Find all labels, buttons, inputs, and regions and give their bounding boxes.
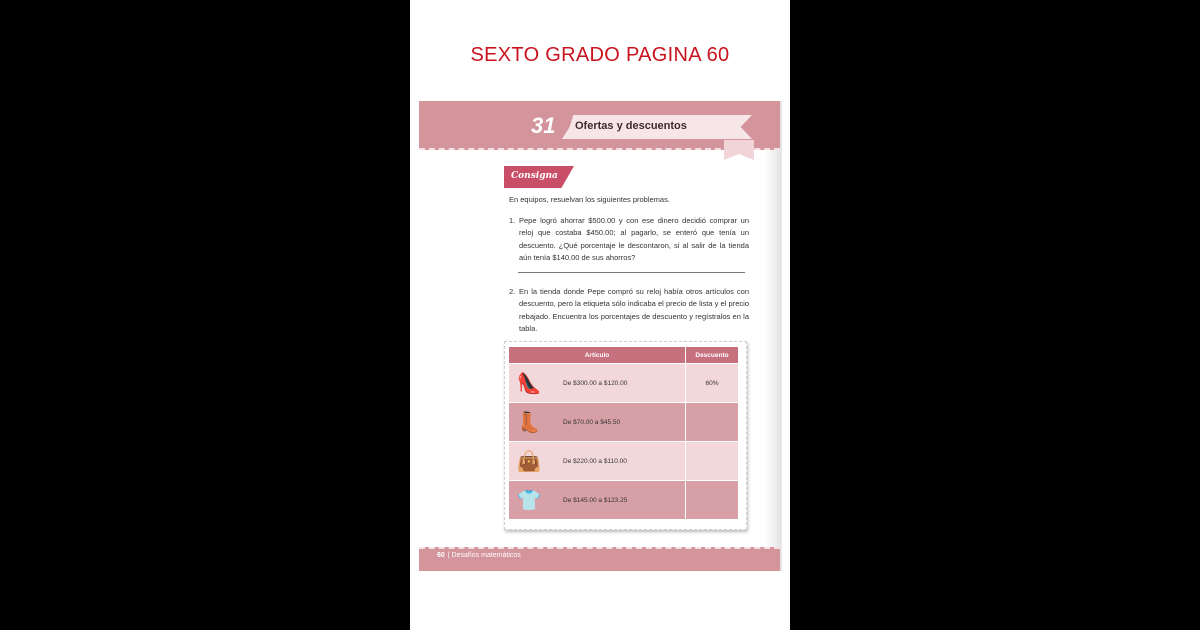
problem-number: 1. (509, 216, 516, 225)
answer-line (518, 272, 745, 273)
price-change: De $145.00 a $123.25 (549, 481, 686, 520)
footer-text (437, 552, 521, 559)
tshirt-icon: 👕 (509, 481, 549, 520)
discount-cell[interactable]: 60% (686, 364, 739, 403)
page-footer (419, 547, 780, 571)
page-edge (765, 104, 781, 570)
column-header-articulo: Artículo (509, 347, 686, 364)
footer-book-title: | Desafíos matemáticos (447, 552, 521, 559)
problem-text: En la tienda donde Pepe compró su reloj había otros artículos con descuento, pero la etiqueta sólo indicaba el precio de lista y el precio rebajado. Encuentra los porcentajes de descuento y regístralos en la tabla. (519, 287, 749, 334)
problem-text: Pepe logró ahorrar $500.00 y con ese dinero decidió comprar un reloj que costaba $450.00; al pagarlo, se enteró que tenía un descuento. ¿Qué porcentaje le descontaron, si al salir de la tienda aún tenía $140.00 de sus ahorros? (519, 216, 749, 263)
discount-table (509, 347, 738, 519)
discount-cell[interactable] (686, 442, 739, 481)
high-heels-icon: 👠 (509, 364, 549, 403)
page-title: SEXTO GRADO PAGINA 60 (470, 44, 730, 66)
problem-1 (509, 215, 749, 265)
table-header-row (509, 347, 738, 364)
lesson-title: Ofertas y descuentos (575, 120, 687, 132)
consigna-label: Consigna (511, 171, 558, 181)
price-change: De $220.00 a $110.00 (549, 442, 686, 481)
column-header-descuento: Descuento (686, 347, 739, 364)
intro-text: En equipos, resuelvan los siguientes problemas. (509, 195, 670, 204)
table-row (509, 364, 738, 403)
lesson-number: 31 (531, 113, 556, 138)
table-row (509, 481, 738, 520)
discount-cell[interactable] (686, 403, 739, 442)
boot-icon: 👢 (509, 403, 549, 442)
table-row (509, 403, 738, 442)
handbag-icon: 👜 (509, 442, 549, 481)
problem-number: 2. (509, 287, 516, 296)
price-change: De $300.00 a $120.00 (549, 364, 686, 403)
footer-page-number: 60 (437, 552, 445, 559)
table-row (509, 442, 738, 481)
problem-2 (509, 286, 749, 336)
discount-cell[interactable] (686, 481, 739, 520)
price-change: De $70.00 a $45.50 (549, 403, 686, 442)
